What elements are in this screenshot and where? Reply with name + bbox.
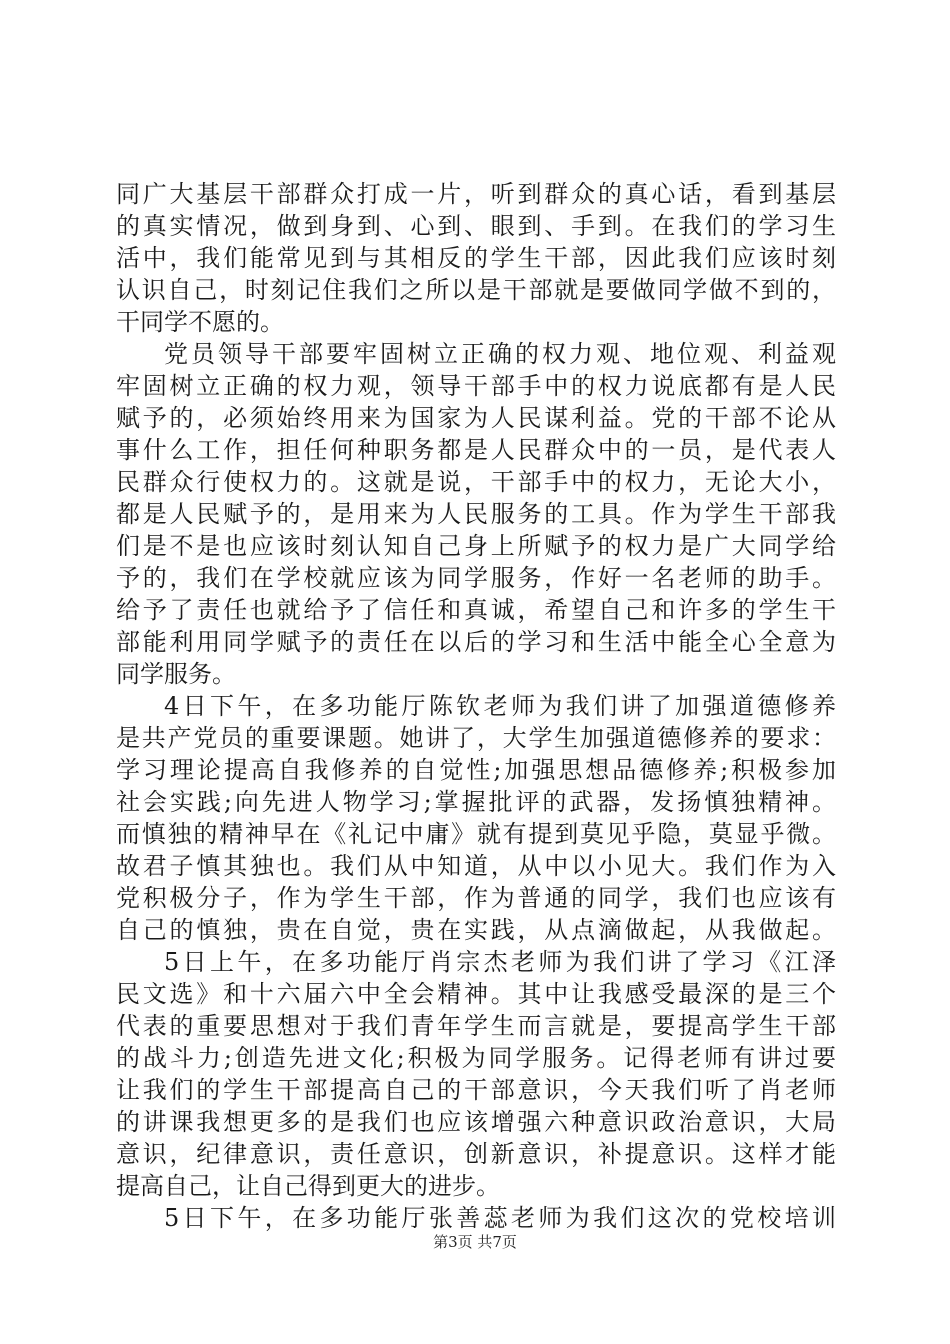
text-line: 的真实情况，做到身到、心到、眼到、手到。在我们的学习生 (116, 212, 836, 240)
text-line: 民文选》和十六届六中全会精神。其中让我感受最深的是三个 (116, 980, 836, 1008)
text-line: 的讲课我想更多的是我们也应该增强六种意识政治意识，大局 (116, 1108, 836, 1136)
text-line: 学习理论提高自我修养的自觉性;加强思想品德修养;积极参加 (116, 756, 836, 784)
text-line: 同学服务。 (116, 660, 236, 688)
text-line: 予的，我们在学校就应该为同学服务，作好一名老师的助手。 (116, 564, 836, 592)
text-line: 的战斗力;创造先进文化;积极为同学服务。记得老师有讲过要 (116, 1044, 836, 1072)
text-line: 让我们的学生干部提高自己的干部意识，今天我们听了肖老师 (116, 1076, 836, 1104)
text-line: 提高自己，让自己得到更大的进步。 (116, 1172, 500, 1200)
text-line: 认识自己，时刻记住我们之所以是干部就是要做同学做不到的， (116, 276, 836, 304)
text-line: 干同学不愿的。 (116, 308, 284, 336)
text-line: 社会实践;向先进人物学习;掌握批评的武器，发扬慎独精神。 (116, 788, 836, 816)
text-line: 们是不是也应该时刻认知自己身上所赋予的权力是广大同学给 (116, 532, 836, 560)
text-line: 代表的重要思想对于我们青年学生而言就是，要提高学生干部 (116, 1012, 836, 1040)
text-line: 牢固树立正确的权力观，领导干部手中的权力说底都有是人民 (116, 372, 836, 400)
paragraph-first-line: 5日下午，在多功能厅张善蕊老师为我们这次的党校培训 (164, 1204, 836, 1232)
text-line: 而慎独的精神早在《礼记中庸》就有提到莫见乎隐，莫显乎微。 (116, 820, 836, 848)
page-footer: 第3页 共7页 (433, 1233, 517, 1251)
text-line: 活中，我们能常见到与其相反的学生干部，因此我们应该时刻 (116, 244, 836, 272)
text-line: 意识，纪律意识，责任意识，创新意识，补提意识。这样才能 (116, 1140, 836, 1168)
text-line: 事什么工作，担任何种职务都是人民群众中的一员，是代表人 (116, 436, 836, 464)
text-line: 故君子慎其独也。我们从中知道，从中以小见大。我们作为入 (116, 852, 836, 880)
text-line: 给予了责任也就给予了信任和真诚，希望自己和许多的学生干 (116, 596, 836, 624)
text-line: 自己的慎独，贵在自觉，贵在实践，从点滴做起，从我做起。 (116, 916, 836, 944)
paragraph-first-line: 5日上午，在多功能厅肖宗杰老师为我们讲了学习《江泽 (164, 948, 836, 976)
text-line: 都是人民赋予的，是用来为人民服务的工具。作为学生干部我 (116, 500, 836, 528)
text-line: 同广大基层干部群众打成一片，听到群众的真心话，看到基层 (116, 180, 836, 208)
text-line: 赋予的，必须始终用来为国家为人民谋利益。党的干部不论从 (116, 404, 836, 432)
document-body (116, 178, 836, 1234)
paragraph-first-line: 党员领导干部要牢固树立正确的权力观、地位观、利益观 (164, 340, 836, 368)
text-line: 部能利用同学赋予的责任在以后的学习和生活中能全心全意为 (116, 628, 836, 656)
text-line: 是共产党员的重要课题。她讲了，大学生加强道德修养的要求： (116, 724, 836, 752)
text-line: 民群众行使权力的。这就是说，干部手中的权力，无论大小， (116, 468, 836, 496)
paragraph-first-line: 4日下午，在多功能厅陈钦老师为我们讲了加强道德修养 (164, 692, 836, 720)
text-line: 党积极分子，作为学生干部，作为普通的同学，我们也应该有 (116, 884, 836, 912)
